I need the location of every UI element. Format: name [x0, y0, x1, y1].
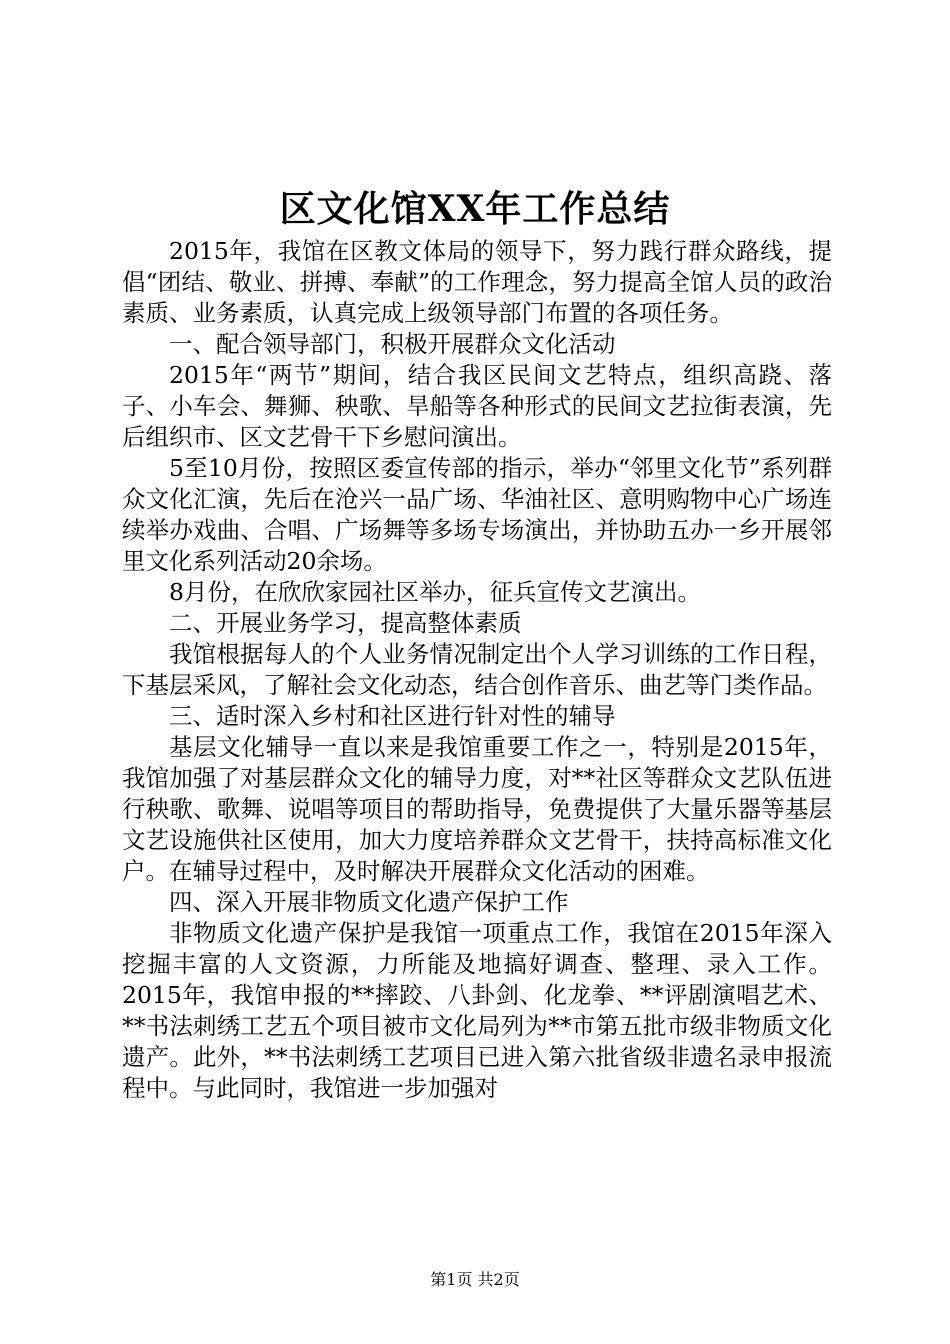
document-title: 区文化馆XX年工作总结 [279, 188, 671, 230]
section-heading-4: 四、深入开展非物质文化遗产保护工作 [169, 888, 569, 916]
document-body [122, 236, 832, 1104]
paragraph: 非物质文化遗产保护是我馆一项重点工作，我馆在2015年深入挖掘丰富的人文资源，力所能及地搞好调查、整理、录入工作。2015年，我馆申报的**摔跤、八卦剑、化龙拳、**评剧演唱艺术、**书法刺绣工艺五个项目被市文化局列为**市第五批市级非物质文化遗产。此外，**书法刺绣工艺项目已进入第六批省级非遗名录申报流程中。与此同时，我馆进一步加强对 [122, 919, 832, 1102]
section-heading-1: 一、配合领导部门，积极开展群众文化活动 [169, 330, 616, 358]
paragraph: 5至10月份，按照区委宣传部的指示，举办“邻里文化节”系列群众文化汇演，先后在沧兴一品广场、华油社区、意明购物中心广场连续举办戏曲、合唱、广场舞等多场专场演出，并协助五办一乡开展邻里文化系列活动20余场。 [122, 454, 832, 575]
section-heading-2: 二、开展业务学习，提高整体素质 [169, 609, 522, 637]
paragraph: 基层文化辅导一直以来是我馆重要工作之一，特别是2015年，我馆加强了对基层群众文化的辅导力度，对**社区等群众文艺队伍进行秧歌、歌舞、说唱等项目的帮助指导，免费提供了大量乐器等基层文艺设施供社区使用，加大力度培养群众文艺骨干，扶持高标准文化户。在辅导过程中，及时解决开展群众文化活动的困难。 [122, 733, 832, 885]
paragraph: 8月份，在欣欣家园社区举办，征兵宣传文艺演出。 [169, 578, 701, 606]
paragraph: 2015年“两节”期间，结合我区民间文艺特点，组织高跷、落子、小车会、舞狮、秧歌、旱船等各种形式的民间文艺拉街表演，先后组织市、区文艺骨干下乡慰问演出。 [122, 361, 832, 451]
paragraph: 我馆根据每人的个人业务情况制定出个人学习训练的工作日程，下基层采风，了解社会文化动态，结合创作音乐、曲艺等门类作品。 [122, 640, 832, 699]
page-footer: 第1页 共2页 [430, 1270, 520, 1289]
paragraph-intro: 2015年，我馆在区教文体局的领导下，努力践行群众路线，提倡“团结、敬业、拼搏、奉献”的工作理念，努力提高全馆人员的政治素质、业务素质，认真完成上级领导部门布置的各项任务。 [122, 237, 832, 327]
section-heading-3: 三、适时深入乡村和社区进行针对性的辅导 [169, 702, 616, 730]
